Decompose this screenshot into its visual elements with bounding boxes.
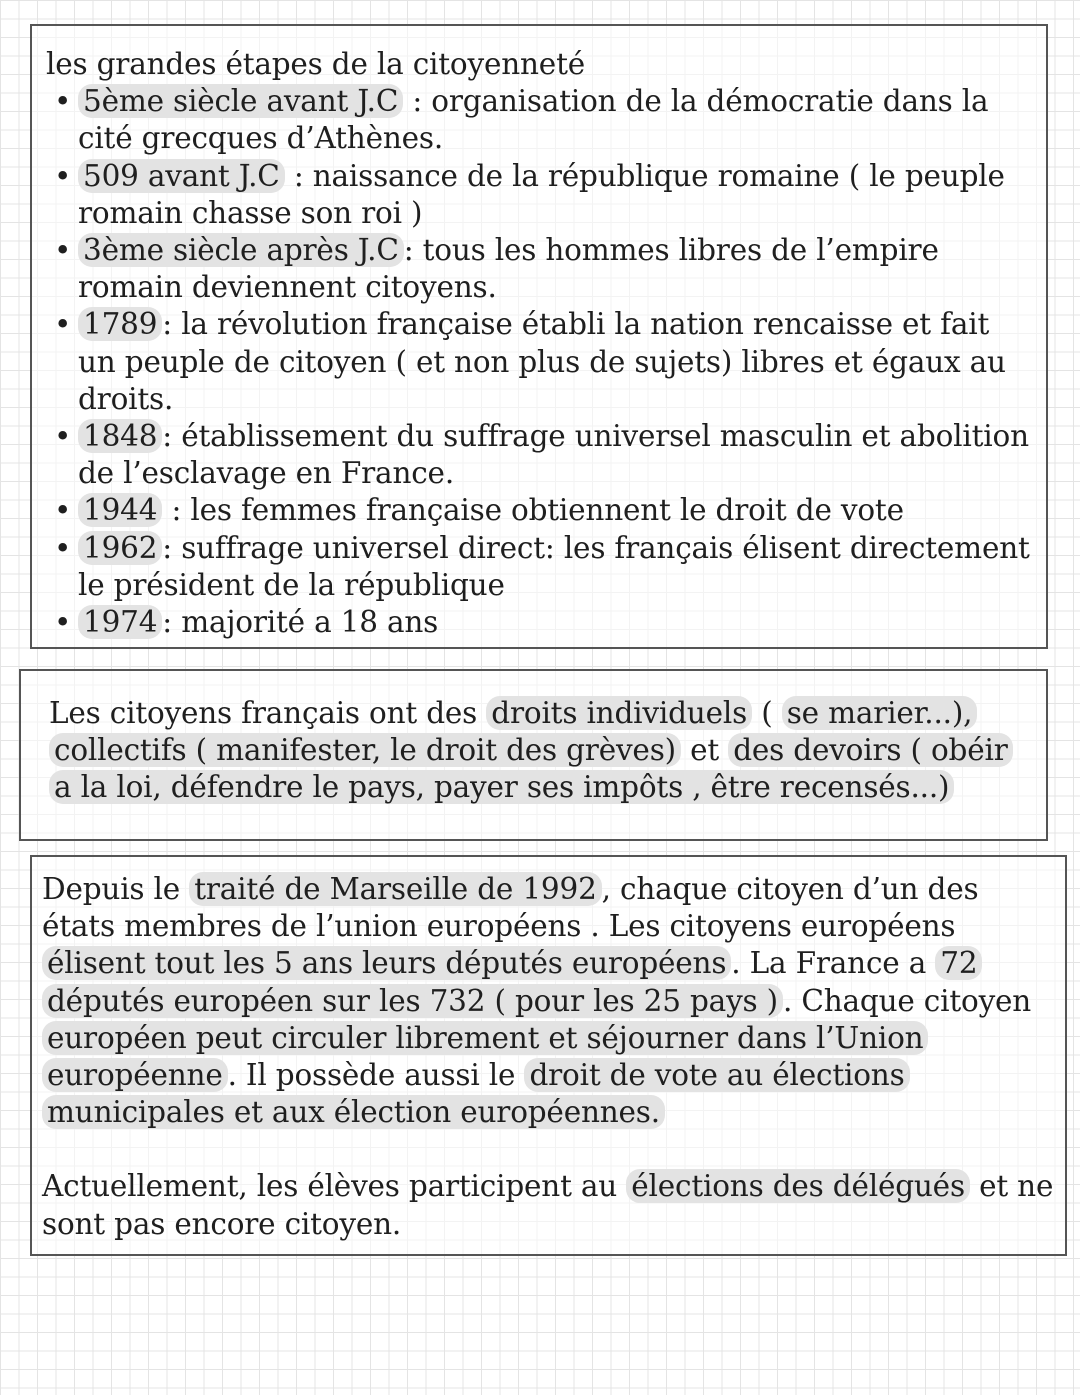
timeline-box — [30, 24, 1048, 649]
text-run: Les citoyens français ont des — [49, 696, 487, 730]
item-text: : suffrage universel direct: les français élisent directement le président de la république — [78, 530, 1030, 602]
text-run: . La France a — [731, 946, 936, 981]
highlight-individual-rights: droits individuels — [486, 696, 752, 730]
highlight-circulation: européen peut circuler librement et séjourner dans l’Union européenne — [42, 1021, 928, 1092]
item-date: 1789 — [78, 307, 162, 341]
list-item — [46, 492, 1032, 529]
rights-box — [19, 669, 1048, 841]
timeline-list — [46, 83, 1032, 641]
item-date: 5ème siècle avant J.C — [78, 84, 403, 118]
highlight-vote-right: droit de vote au élections municipales et aux élection européennes. — [42, 1058, 910, 1129]
highlight-deputies: 72 députés européen sur les 732 ( pour les 25 pays ) — [42, 946, 982, 1017]
section-title: les grandes étapes de la citoyenneté — [46, 47, 585, 81]
text-run: . Il possède aussi le — [227, 1058, 525, 1093]
highlight-duties: des devoirs ( obéir a la loi, défendre le pays, payer ses impôts , être recensés...) — [49, 733, 1013, 804]
europe-box — [30, 855, 1067, 1256]
item-date: 3ème siècle après J.C — [78, 233, 404, 267]
text-run: . Chaque citoyen — [782, 983, 1032, 1018]
item-text: : naissance de la république romaine ( le peuple romain chasse son roi ) — [78, 158, 1005, 230]
item-date: 1944 — [78, 493, 162, 527]
students-paragraph — [42, 1168, 1059, 1242]
list-item — [46, 418, 1032, 492]
item-text: : les femmes française obtiennent le droit de vote — [162, 493, 904, 528]
item-date: 1974 — [78, 605, 162, 639]
rights-paragraph — [49, 695, 1032, 807]
text-run: et ne sont pas encore citoyen. — [42, 1169, 1054, 1241]
item-date: 509 avant J.C — [78, 159, 285, 193]
list-item — [46, 83, 1032, 157]
text-run: , chaque citoyen d’un des états membres de l’union européens . Les citoyens européens — [42, 872, 979, 944]
list-item — [46, 306, 1032, 418]
item-text: : majorité a 18 ans — [162, 605, 439, 640]
text-run: ( — [752, 696, 782, 730]
list-item — [46, 158, 1032, 232]
highlight-elections: élisent tout les 5 ans leurs députés européens — [42, 946, 731, 980]
list-item — [46, 604, 1032, 641]
item-text: : organisation de la démocratie dans la cité grecques d’Athènes. — [78, 84, 989, 156]
europe-paragraph — [42, 871, 1059, 1131]
highlight-delegates: élections des délégués — [626, 1169, 970, 1203]
list-item — [46, 530, 1032, 604]
text-run: et — [680, 733, 729, 768]
text-run: Depuis le — [42, 872, 190, 906]
item-date: 1962 — [78, 531, 162, 565]
list-item — [46, 232, 1032, 306]
item-text: : la révolution française établi la nation rencaisse et fait un peuple de citoyen ( et non plus de sujets) libres et égaux au droits. — [78, 307, 1006, 416]
highlight-collective-rights: collectifs ( manifester, le droit des grèves) — [49, 733, 681, 767]
highlight-treaty: traité de Marseille de 1992 — [189, 872, 601, 906]
text-run: Actuellement, les élèves participent au — [42, 1169, 627, 1204]
highlight-example: se marier...), — [782, 696, 978, 730]
item-date: 1848 — [78, 419, 162, 453]
item-text: : établissement du suffrage universel masculin et abolition de l’esclavage en France. — [78, 419, 1029, 491]
item-text: : tous les hommes libres de l’empire romain deviennent citoyens. — [78, 233, 939, 305]
